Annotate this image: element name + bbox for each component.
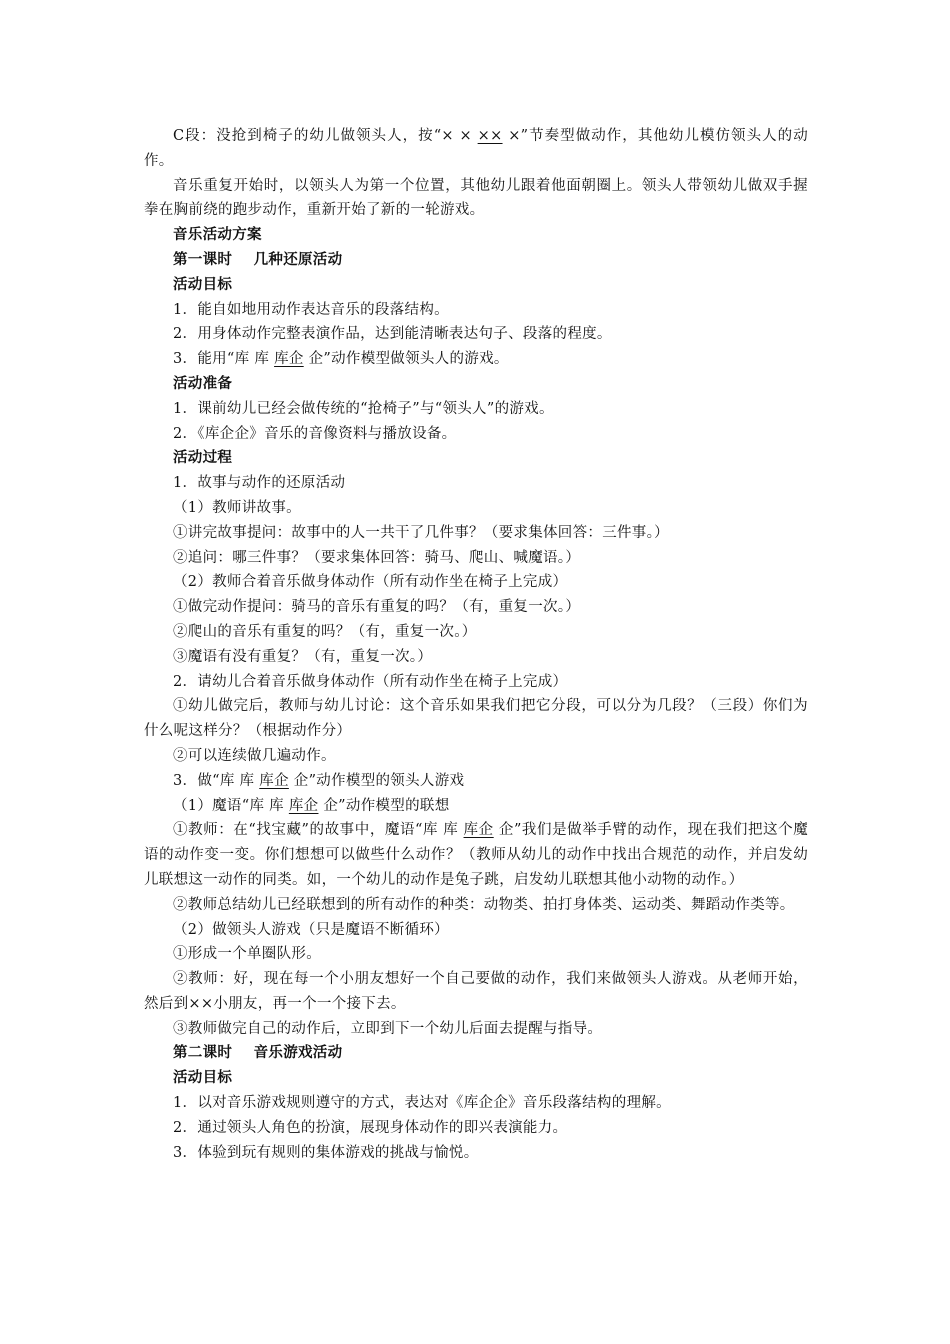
lesson1-goal-2: 2．用身体动作完整表演作品，达到能清晰表达句子、段落的程度。 [173, 326, 612, 343]
lesson1-prep-2: 2．《库企企》音乐的音像资料与播放设备。 [173, 425, 457, 442]
goal3-pre: 3．能用“库 库 [173, 351, 275, 368]
goal3-underlined: 库企 [274, 351, 304, 368]
process-step-2: 2．请幼儿合着音乐做身体动作（所有动作坐在椅子上完成） [173, 673, 568, 690]
s3-1a-pre: ①教师：在“找宝藏”的故事中，魔语“库 库 [173, 822, 464, 839]
lesson1-title-b: 几种还原活动 [253, 250, 343, 268]
process-step-2-a: ①幼儿做完后，教师与幼儿讨论：这个音乐如果我们把它分段，可以分为几段？（三段）你们为什么呢这样分？（根据动作分） [144, 698, 808, 740]
lesson1-title [144, 248, 808, 273]
s3-underlined: 库企 [259, 772, 289, 789]
process-step-3-2-a: ①形成一个单圈队形。 [173, 946, 321, 963]
lesson2-title [144, 1041, 808, 1066]
process-step-3 [144, 769, 808, 794]
c-intro-prefix: C段：没抢到椅子的幼儿做领头人，按“ [173, 128, 442, 144]
rhythm-part-2: ×× [477, 128, 503, 144]
process-step-1-2-b: ②爬山的音乐有重复的吗？（有，重复一次。） [173, 623, 477, 640]
process-step-1: 1．故事与动作的还原活动 [173, 475, 346, 492]
s3-pre: 3．做“库 库 [173, 772, 260, 789]
lesson1-goal-3 [144, 347, 808, 372]
process-step-1-2: （2）教师合着音乐做身体动作（所有动作坐在椅子上完成） [173, 574, 568, 591]
process-step-1-2-c: ③魔语有没有重复？（有，重复一次。） [173, 648, 433, 665]
lesson2-title-b: 音乐游戏活动 [253, 1044, 343, 1062]
lesson1-prep-1: 1．课前幼儿已经会做传统的“抢椅子”与“领头人”的游戏。 [173, 400, 554, 417]
goal3-post: 企”动作模型做领头人的游戏。 [303, 351, 509, 368]
repeat-paragraph: 音乐重复开始时，以领头人为第一个位置，其他幼儿跟着他面朝圈上。领头人带领幼儿做双手握拳在胸前绕的跑步动作，重新开始了新的一轮游戏。 [144, 177, 808, 219]
lesson1-goal-1: 1．能自如地用动作表达音乐的段落结构。 [173, 301, 449, 318]
lesson1-prep-heading: 活动准备 [173, 374, 233, 392]
lesson1-process-heading: 活动过程 [173, 449, 233, 467]
lesson2-title-a: 第二课时 [173, 1044, 233, 1062]
c-section-paragraph [144, 124, 808, 174]
s3-1-underlined: 库企 [288, 797, 319, 814]
plan-title: 音乐活动方案 [173, 226, 262, 244]
process-step-1-1-a: ①讲完故事提问：故事中的人一共干了几件事？（要求集体回答：三件事。） [173, 524, 669, 541]
process-step-3-2-b: ②教师：好，现在每一个小朋友想好一个自己要做的动作，我们来做领头人游戏。从老师开始，然后到××小朋友，再一个一个接下去。 [144, 971, 808, 1012]
rhythm-part-1: × × [441, 128, 472, 144]
s3-1a-post: 企”我们是做举手臂的动作，现在我们把这个魔语的动作变一变。你们想想可以做些什么动作？（教师从幼儿的动作中找出合规范的动作，并启发幼儿联想这一动作的同类。如，一个幼儿的动作是兔子跳，启发幼儿联想其他小动物的动作。） [144, 822, 809, 888]
process-step-3-1 [144, 794, 808, 819]
s3-1a-underlined: 库企 [463, 822, 494, 839]
process-step-3-2-c: ③教师做完自己的动作后，立即到下一个幼儿后面去提醒与指导。 [173, 1020, 603, 1037]
lesson2-goal-3: 3．体验到玩有规则的集体游戏的挑战与愉悦。 [173, 1144, 479, 1161]
lesson1-goal-heading: 活动目标 [173, 275, 233, 293]
process-step-1-1-b: ②追问：哪三件事？（要求集体回答：骑马、爬山、喊魔语。） [173, 549, 581, 566]
rhythm-part-3: × [508, 128, 521, 144]
s3-1-pre: （1）魔语“库 库 [173, 797, 289, 814]
document-page [144, 124, 808, 1165]
lesson1-title-a: 第一课时 [173, 250, 233, 268]
process-step-3-2: （2）做领头人游戏（只是魔语不断循环） [173, 921, 449, 938]
process-step-1-1: （1）教师讲故事。 [173, 499, 301, 516]
lesson2-goal-1: 1．以对音乐游戏规则遵守的方式，表达对《库企企》音乐段落结构的理解。 [173, 1095, 671, 1112]
lesson2-goal-2: 2．通过领头人角色的扮演，展现身体动作的即兴表演能力。 [173, 1119, 568, 1136]
process-step-2-b: ②可以连续做几遍动作。 [173, 747, 336, 764]
s3-1-post: 企”动作模型的联想 [318, 797, 450, 814]
s3-post: 企”动作模型的领头人游戏 [288, 772, 465, 789]
lesson2-goal-heading: 活动目标 [173, 1069, 233, 1087]
process-step-1-2-a: ①做完动作提问：骑马的音乐有重复的吗？（有，重复一次。） [173, 599, 581, 616]
c-intro-suffix: ”节奏型做动作，其他幼儿模仿领头人的动作。 [144, 128, 808, 169]
process-step-3-1-b: ②教师总结幼儿已经联想到的所有动作的种类：动物类、拍打身体类、运动类、舞蹈动作类等。 [173, 896, 795, 913]
process-step-3-1-a [144, 818, 808, 892]
